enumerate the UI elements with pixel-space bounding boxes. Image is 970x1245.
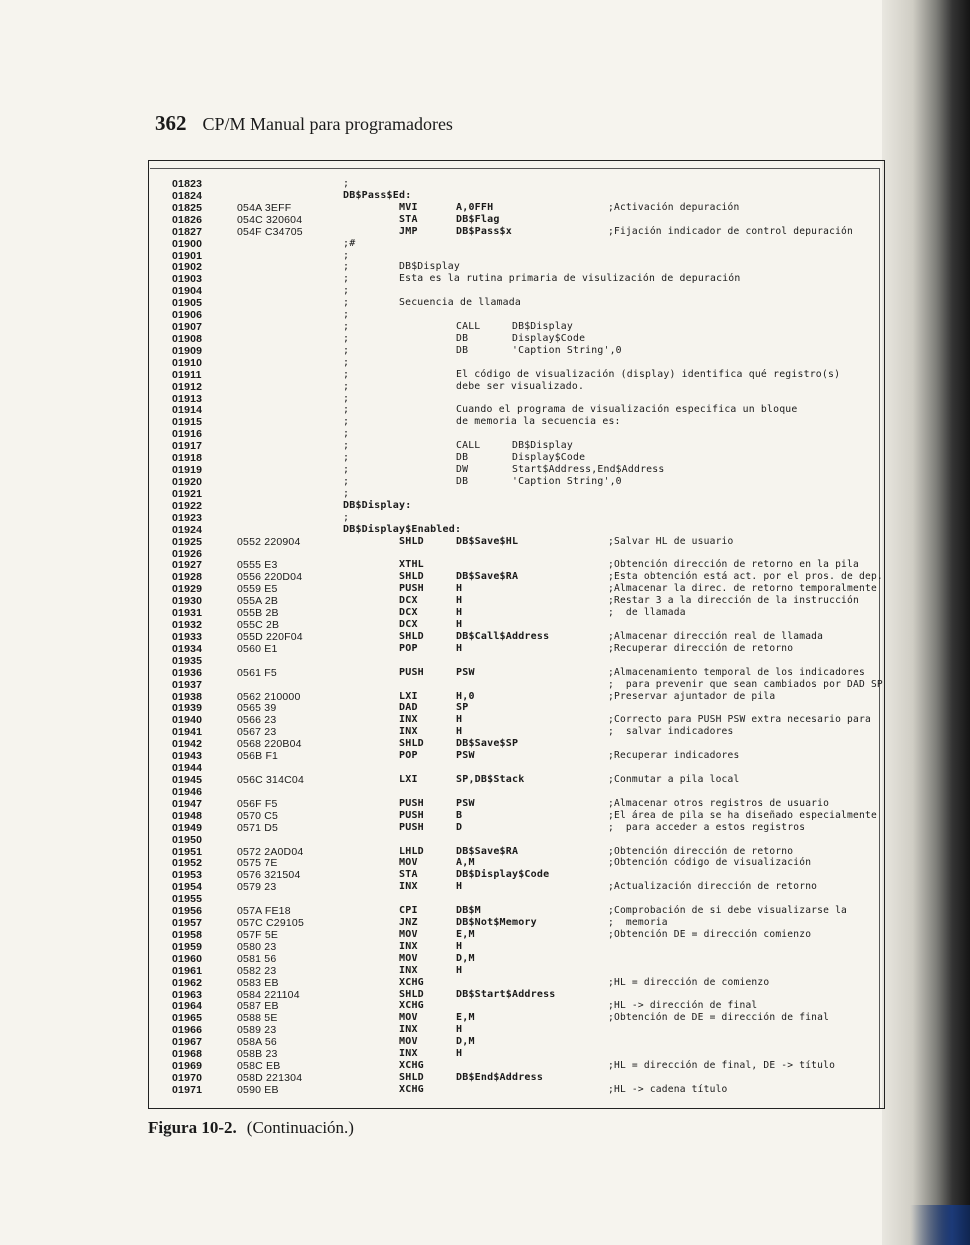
listing-line-number: 01947 bbox=[172, 798, 203, 810]
listing-opcode: INX bbox=[399, 1024, 418, 1035]
listing-comment-text: Display$Code bbox=[512, 333, 586, 344]
listing-line-number: 01938 bbox=[172, 691, 203, 703]
listing-comment: ; de llamada bbox=[608, 607, 686, 618]
listing-line-number: 01942 bbox=[172, 738, 203, 750]
listing-comment: ;Almacenar otros registros de usuario bbox=[608, 798, 830, 809]
listing-object-code: 0588 5E bbox=[237, 1012, 278, 1024]
listing-line-number: 01900 bbox=[172, 238, 203, 250]
listing-comment-marker: ; bbox=[343, 464, 350, 475]
running-title: CP/M Manual para programadores bbox=[202, 114, 453, 134]
listing-comment-text: Esta es la rutina primaria de visulización de depuración bbox=[399, 273, 741, 284]
listing-comment: ;Correcto para PUSH PSW extra necesario para bbox=[608, 714, 871, 725]
listing-line-number: 01929 bbox=[172, 583, 203, 595]
listing-opcode: XCHG bbox=[399, 1084, 424, 1095]
listing-opcode: PUSH bbox=[399, 810, 424, 821]
listing-line-number: 01912 bbox=[172, 381, 203, 393]
listing-comment-marker: ; bbox=[343, 178, 350, 189]
listing-comment: ;Fijación indicador de control depuración bbox=[608, 226, 854, 237]
listing-opcode: CPI bbox=[399, 905, 418, 916]
listing-line-number: 01955 bbox=[172, 893, 203, 905]
listing-line-number: 01944 bbox=[172, 762, 203, 774]
listing-comment-marker: ;# bbox=[343, 238, 356, 249]
listing-operand: PSW bbox=[456, 798, 475, 809]
listing-object-code: 0565 39 bbox=[237, 702, 277, 714]
listing-comment-marker: ; bbox=[343, 321, 350, 332]
listing-comment-marker: ; bbox=[343, 297, 350, 308]
listing-operand: H bbox=[456, 643, 463, 654]
listing-object-code: 055A 2B bbox=[237, 595, 279, 607]
listing-operand: PSW bbox=[456, 750, 475, 761]
listing-comment: ;Obtención de DE = dirección de final bbox=[608, 1012, 830, 1023]
listing-label: DB$Display$Enabled: bbox=[343, 524, 462, 535]
listing-comment: ; memoria bbox=[608, 917, 668, 928]
listing-label: DB$Display: bbox=[343, 500, 412, 511]
listing-opcode: SHLD bbox=[399, 631, 424, 642]
listing-opcode: INX bbox=[399, 714, 418, 725]
listing-comment-text: Secuencia de llamada bbox=[399, 297, 521, 308]
listing-object-code: 0571 D5 bbox=[237, 822, 279, 834]
listing-line-number: 01969 bbox=[172, 1060, 203, 1072]
listing-object-code: 0559 E5 bbox=[237, 583, 278, 595]
listing-opcode: LHLD bbox=[399, 846, 424, 857]
listing-comment: ;Almacenar dirección real de llamada bbox=[608, 631, 824, 642]
listing-opcode: SHLD bbox=[399, 989, 424, 1000]
listing-comment: ;Restar 3 a la dirección de la instrucción bbox=[608, 595, 859, 606]
figure-label: Figura 10-2. bbox=[148, 1118, 237, 1137]
listing-comment: ;HL = dirección de final, DE -> título bbox=[608, 1060, 836, 1071]
listing-object-code: 056C 314C04 bbox=[237, 774, 304, 786]
listing-operand: DB$Display$Code bbox=[456, 869, 550, 880]
listing-line-number: 01925 bbox=[172, 536, 203, 548]
listing-object-code: 0589 23 bbox=[237, 1024, 277, 1036]
listing-opcode: PUSH bbox=[399, 798, 424, 809]
listing-comment-marker: ; bbox=[343, 261, 350, 272]
listing-comment-marker: ; bbox=[343, 369, 350, 380]
listing-line-number: 01918 bbox=[172, 452, 203, 464]
listing-comment-marker: ; bbox=[343, 393, 350, 404]
listing-line-number: 01915 bbox=[172, 416, 203, 428]
listing-object-code: 0570 C5 bbox=[237, 810, 279, 822]
listing-line-number: 01826 bbox=[172, 214, 203, 226]
listing-operand: H bbox=[456, 583, 463, 594]
figure-caption-text: (Continuación.) bbox=[246, 1118, 354, 1137]
listing-line-number: 01921 bbox=[172, 488, 203, 500]
listing-comment: ;Obtención código de visualización bbox=[608, 857, 812, 868]
listing-line-number: 01930 bbox=[172, 595, 203, 607]
listing-object-code: 057A FE18 bbox=[237, 905, 291, 917]
listing-operand: PSW bbox=[456, 667, 475, 678]
listing-operand: E,M bbox=[456, 929, 475, 940]
listing-line-number: 01967 bbox=[172, 1036, 203, 1048]
listing-comment: ;Activación depuración bbox=[608, 202, 740, 213]
listing-operand: H bbox=[456, 607, 463, 618]
listing-comment: ;Comprobación de si debe visualizarse la bbox=[608, 905, 848, 916]
listing-line-number: 01959 bbox=[172, 941, 203, 953]
listing-object-code: 0561 F5 bbox=[237, 667, 277, 679]
listing-opcode: LXI bbox=[399, 774, 418, 785]
listing-comment: ;Almacenamiento temporal de los indicadores bbox=[608, 667, 865, 678]
listing-opcode: LXI bbox=[399, 691, 418, 702]
listing-operand: H bbox=[456, 1024, 463, 1035]
listing-operand: SP,DB$Stack bbox=[456, 774, 525, 785]
listing-comment-text: DW bbox=[456, 464, 469, 475]
listing-line-number: 01909 bbox=[172, 345, 203, 357]
listing-operand: DB$Pass$x bbox=[456, 226, 512, 237]
listing-operand: DB$Save$RA bbox=[456, 846, 519, 857]
listing-comment: ; para prevenir que sean cambiados por DAD SP bbox=[608, 679, 883, 690]
listing-operand: SP bbox=[456, 702, 469, 713]
listing-comment-text: DB bbox=[456, 452, 469, 463]
listing-opcode: STA bbox=[399, 214, 418, 225]
listing-object-code: 057C C29105 bbox=[237, 917, 304, 929]
figure-caption bbox=[148, 1118, 354, 1138]
listing-object-code: 056F F5 bbox=[237, 798, 278, 810]
listing-opcode: DCX bbox=[399, 595, 418, 606]
listing-line-number: 01922 bbox=[172, 500, 203, 512]
listing-object-code: 0580 23 bbox=[237, 941, 277, 953]
listing-line-number: 01934 bbox=[172, 643, 203, 655]
listing-line-number: 01937 bbox=[172, 679, 203, 691]
listing-object-code: 057F 5E bbox=[237, 929, 279, 941]
listing-comment-text: Cuando el programa de visualización especifica un bloque bbox=[456, 404, 798, 415]
listing-object-code: 0560 E1 bbox=[237, 643, 278, 655]
listing-line-number: 01902 bbox=[172, 261, 203, 273]
listing-object-code: 054C 320604 bbox=[237, 214, 303, 226]
listing-operand: H bbox=[456, 619, 463, 630]
listing-operand: H,0 bbox=[456, 691, 475, 702]
listing-comment: ;Esta obtención está act. por el pros. de dep. bbox=[608, 571, 883, 582]
listing-comment-text: DB$Display bbox=[512, 321, 573, 332]
listing-operand: DB$M bbox=[456, 905, 481, 916]
listing-comment: ;HL -> cadena título bbox=[608, 1084, 728, 1095]
listing-line-number: 01957 bbox=[172, 917, 203, 929]
listing-line-number: 01946 bbox=[172, 786, 203, 798]
listing-object-code: 0572 2A0D04 bbox=[237, 846, 304, 858]
listing-line-number: 01901 bbox=[172, 250, 203, 262]
listing-operand: DB$Start$Address bbox=[456, 989, 556, 1000]
listing-comment: ;Recuperar indicadores bbox=[608, 750, 740, 761]
listing-comment-marker: ; bbox=[343, 476, 350, 487]
listing-line-number: 01917 bbox=[172, 440, 203, 452]
listing-line-number: 01952 bbox=[172, 857, 203, 869]
listing-comment: ; para acceder a estos registros bbox=[608, 822, 806, 833]
listing-object-code: 0590 EB bbox=[237, 1084, 279, 1096]
listing-operand: D,M bbox=[456, 1036, 475, 1047]
listing-operand: H bbox=[456, 726, 463, 737]
listing-line-number: 01932 bbox=[172, 619, 203, 631]
listing-comment: ;HL -> dirección de final bbox=[608, 1000, 758, 1011]
listing-operand: H bbox=[456, 881, 463, 892]
listing-comment-text: DB$Display bbox=[512, 440, 573, 451]
listing-object-code: 0582 23 bbox=[237, 965, 277, 977]
listing-line-number: 01971 bbox=[172, 1084, 203, 1096]
listing-opcode: SHLD bbox=[399, 571, 424, 582]
listing-object-code: 055C 2B bbox=[237, 619, 280, 631]
listing-object-code: 0567 23 bbox=[237, 726, 277, 738]
listing-object-code: 0579 23 bbox=[237, 881, 277, 893]
listing-comment: ;El área de pila se ha diseñado especialmente bbox=[608, 810, 877, 821]
listing-comment: ;Conmutar a pila local bbox=[608, 774, 740, 785]
listing-line-number: 01961 bbox=[172, 965, 203, 977]
listing-comment-text: 'Caption String',0 bbox=[512, 345, 622, 356]
listing-comment-text: Display$Code bbox=[512, 452, 586, 463]
listing-operand: DB$Flag bbox=[456, 214, 500, 225]
listing-label: DB$Pass$Ed: bbox=[343, 190, 412, 201]
listing-line-number: 01962 bbox=[172, 977, 203, 989]
listing-opcode: POP bbox=[399, 750, 418, 761]
listing-comment-marker: ; bbox=[343, 273, 350, 284]
listing-opcode: INX bbox=[399, 726, 418, 737]
listing-comment-text: de memoria la secuencia es: bbox=[456, 416, 621, 427]
listing-line-number: 01827 bbox=[172, 226, 203, 238]
listing-object-code: 0566 23 bbox=[237, 714, 277, 726]
listing-comment-text: debe ser visualizado. bbox=[456, 381, 585, 392]
listing-comment-text: DB bbox=[456, 345, 469, 356]
listing-line-number: 01905 bbox=[172, 297, 203, 309]
listing-object-code: 058C EB bbox=[237, 1060, 281, 1072]
listing-line-number: 01950 bbox=[172, 834, 203, 846]
listing-object-code: 058A 56 bbox=[237, 1036, 277, 1048]
listing-comment-text: CALL bbox=[456, 321, 481, 332]
listing-object-code: 055D 220F04 bbox=[237, 631, 303, 643]
listing-comment-text: El código de visualización (display) identifica qué registro(s) bbox=[456, 369, 841, 380]
listing-object-code: 058D 221304 bbox=[237, 1072, 303, 1084]
listing-operand: A,0FFH bbox=[456, 202, 494, 213]
listing-object-code: 0552 220904 bbox=[237, 536, 301, 548]
listing-comment: ;Obtención DE = dirección comienzo bbox=[608, 929, 812, 940]
listing-opcode: XCHG bbox=[399, 1060, 424, 1071]
listing-opcode: XCHG bbox=[399, 1000, 424, 1011]
listing-operand: H bbox=[456, 595, 463, 606]
listing-operand: DB$End$Address bbox=[456, 1072, 544, 1083]
listing-object-code: 055B 2B bbox=[237, 607, 279, 619]
listing-line-number: 01970 bbox=[172, 1072, 203, 1084]
listing-opcode: SHLD bbox=[399, 1072, 424, 1083]
listing-opcode: XCHG bbox=[399, 977, 424, 988]
listing-comment-marker: ; bbox=[343, 416, 350, 427]
listing-line-number: 01939 bbox=[172, 702, 203, 714]
listing-line-number: 01919 bbox=[172, 464, 203, 476]
listing-opcode: PUSH bbox=[399, 667, 424, 678]
listing-comment-marker: ; bbox=[343, 512, 350, 523]
listing-line-number: 01941 bbox=[172, 726, 203, 738]
listing-object-code: 0562 210000 bbox=[237, 691, 301, 703]
listing-line-number: 01824 bbox=[172, 190, 203, 202]
listing-operand: H bbox=[456, 1048, 463, 1059]
listing-comment-marker: ; bbox=[343, 345, 350, 356]
listing-operand: H bbox=[456, 965, 463, 976]
listing-line-number: 01920 bbox=[172, 476, 203, 488]
listing-opcode: PUSH bbox=[399, 583, 424, 594]
listing-opcode: MOV bbox=[399, 1036, 418, 1047]
listing-line-number: 01910 bbox=[172, 357, 203, 369]
listing-comment: ;Recuperar dirección de retorno bbox=[608, 643, 794, 654]
listing-comment-marker: ; bbox=[343, 381, 350, 392]
listing-line-number: 01903 bbox=[172, 273, 203, 285]
listing-comment-text: 'Caption String',0 bbox=[512, 476, 622, 487]
listing-comment: ; salvar indicadores bbox=[608, 726, 734, 737]
listing-opcode: SHLD bbox=[399, 738, 424, 749]
listing-operand: H bbox=[456, 941, 463, 952]
listing-operand: E,M bbox=[456, 1012, 475, 1023]
listing-opcode: DAD bbox=[399, 702, 418, 713]
listing-line-number: 01965 bbox=[172, 1012, 203, 1024]
listing-opcode: MVI bbox=[399, 202, 418, 213]
listing-line-number: 01907 bbox=[172, 321, 203, 333]
listing-line-number: 01933 bbox=[172, 631, 203, 643]
listing-line-number: 01916 bbox=[172, 428, 203, 440]
listing-operand: D,M bbox=[456, 953, 475, 964]
listing-opcode: POP bbox=[399, 643, 418, 654]
listing-opcode: JNZ bbox=[399, 917, 418, 928]
listing-comment-text: Start$Address,End$Address bbox=[512, 464, 665, 475]
listing-operand: A,M bbox=[456, 857, 475, 868]
listing-opcode: INX bbox=[399, 965, 418, 976]
listing-line-number: 01936 bbox=[172, 667, 203, 679]
listing-comment-marker: ; bbox=[343, 404, 350, 415]
listing-opcode: MOV bbox=[399, 1012, 418, 1023]
listing-object-code: 0587 EB bbox=[237, 1000, 279, 1012]
listing-opcode: XTHL bbox=[399, 559, 424, 570]
listing-opcode: MOV bbox=[399, 857, 418, 868]
listing-operand: H bbox=[456, 714, 463, 725]
listing-object-code: 0576 321504 bbox=[237, 869, 301, 881]
listing-operand: B bbox=[456, 810, 463, 821]
listing-operand: DB$Save$RA bbox=[456, 571, 519, 582]
listing-line-number: 01966 bbox=[172, 1024, 203, 1036]
listing-comment: ;Obtención dirección de retorno bbox=[608, 846, 794, 857]
listing-opcode: MOV bbox=[399, 953, 418, 964]
listing-line-number: 01908 bbox=[172, 333, 203, 345]
listing-comment-marker: ; bbox=[343, 250, 350, 261]
listing-object-code: 0581 56 bbox=[237, 953, 277, 965]
listing-line-number: 01963 bbox=[172, 989, 203, 1001]
listing-line-number: 01923 bbox=[172, 512, 203, 524]
listing-line-number: 01948 bbox=[172, 810, 203, 822]
listing-object-code: 0556 220D04 bbox=[237, 571, 303, 583]
listing-object-code: 054A 3EFF bbox=[237, 202, 292, 214]
listing-comment: ;Obtención dirección de retorno en la pila bbox=[608, 559, 859, 570]
listing-comment-marker: ; bbox=[343, 440, 350, 451]
listing-line-number: 01943 bbox=[172, 750, 203, 762]
listing-line-number: 01956 bbox=[172, 905, 203, 917]
listing-line-number: 01953 bbox=[172, 869, 203, 881]
listing-line-number: 01954 bbox=[172, 881, 203, 893]
listing-line-number: 01968 bbox=[172, 1048, 203, 1060]
listing-line-number: 01926 bbox=[172, 548, 203, 560]
listing-opcode: SHLD bbox=[399, 536, 424, 547]
listing-operand: DB$Save$HL bbox=[456, 536, 519, 547]
page-number: 362 bbox=[155, 111, 187, 135]
listing-line-number: 01935 bbox=[172, 655, 203, 667]
listing-comment: ;Actualización dirección de retorno bbox=[608, 881, 818, 892]
listing-object-code: 056B F1 bbox=[237, 750, 279, 762]
listing-opcode: INX bbox=[399, 941, 418, 952]
listing-comment: ;HL = dirección de comienzo bbox=[608, 977, 770, 988]
listing-line-number: 01940 bbox=[172, 714, 203, 726]
listing-opcode: STA bbox=[399, 869, 418, 880]
listing-operand: DB$Call$Address bbox=[456, 631, 550, 642]
listing-comment-marker: ; bbox=[343, 452, 350, 463]
listing-line-number: 01924 bbox=[172, 524, 203, 536]
listing-comment-text: DB$Display bbox=[399, 261, 460, 272]
listing-object-code: 0583 EB bbox=[237, 977, 279, 989]
listing-opcode: DCX bbox=[399, 607, 418, 618]
listing-line-number: 01945 bbox=[172, 774, 203, 786]
listing-line-number: 01913 bbox=[172, 393, 203, 405]
listing-comment-marker: ; bbox=[343, 285, 350, 296]
listing-line-number: 01927 bbox=[172, 559, 203, 571]
listing-line-number: 01951 bbox=[172, 846, 203, 858]
listing-line-number: 01949 bbox=[172, 822, 203, 834]
listing-opcode: JMP bbox=[399, 226, 418, 237]
listing-opcode: MOV bbox=[399, 929, 418, 940]
listing-object-code: 0555 E3 bbox=[237, 559, 278, 571]
listing-line-number: 01958 bbox=[172, 929, 203, 941]
listing-opcode: PUSH bbox=[399, 822, 424, 833]
listing-comment: ;Salvar HL de usuario bbox=[608, 536, 734, 547]
listing-line-number: 01914 bbox=[172, 404, 203, 416]
listing-operand: DB$Not$Memory bbox=[456, 917, 537, 928]
listing-line-number: 01928 bbox=[172, 571, 203, 583]
listing-line-number: 01825 bbox=[172, 202, 203, 214]
listing-object-code: 0568 220B04 bbox=[237, 738, 302, 750]
listing-object-code: 054F C34705 bbox=[237, 226, 303, 238]
listing-operand: DB$Save$SP bbox=[456, 738, 519, 749]
listing-comment-text: DB bbox=[456, 333, 469, 344]
listing-comment-marker: ; bbox=[343, 428, 350, 439]
listing-opcode: INX bbox=[399, 881, 418, 892]
listing-comment: ;Preservar ajuntador de pila bbox=[608, 691, 776, 702]
listing-line-number: 01823 bbox=[172, 178, 203, 190]
listing-comment-text: DB bbox=[456, 476, 469, 487]
listing-opcode: INX bbox=[399, 1048, 418, 1059]
listing-operand: D bbox=[456, 822, 463, 833]
listing-line-number: 01904 bbox=[172, 285, 203, 297]
listing-opcode: DCX bbox=[399, 619, 418, 630]
listing-comment-marker: ; bbox=[343, 333, 350, 344]
listing-line-number: 01906 bbox=[172, 309, 203, 321]
listing-comment-marker: ; bbox=[343, 309, 350, 320]
listing-object-code: 0584 221104 bbox=[237, 989, 300, 1001]
listing-line-number: 01964 bbox=[172, 1000, 203, 1012]
listing-comment-marker: ; bbox=[343, 357, 350, 368]
listing-line-number: 01960 bbox=[172, 953, 203, 965]
listing-line-number: 01931 bbox=[172, 607, 203, 619]
listing-comment-text: CALL bbox=[456, 440, 481, 451]
listing-object-code: 0575 7E bbox=[237, 857, 278, 869]
listing-object-code: 058B 23 bbox=[237, 1048, 278, 1060]
listing-comment: ;Almacenar la direc. de retorno temporalmente bbox=[608, 583, 877, 594]
listing-line-number: 01911 bbox=[172, 369, 202, 381]
listing-comment-marker: ; bbox=[343, 488, 350, 499]
